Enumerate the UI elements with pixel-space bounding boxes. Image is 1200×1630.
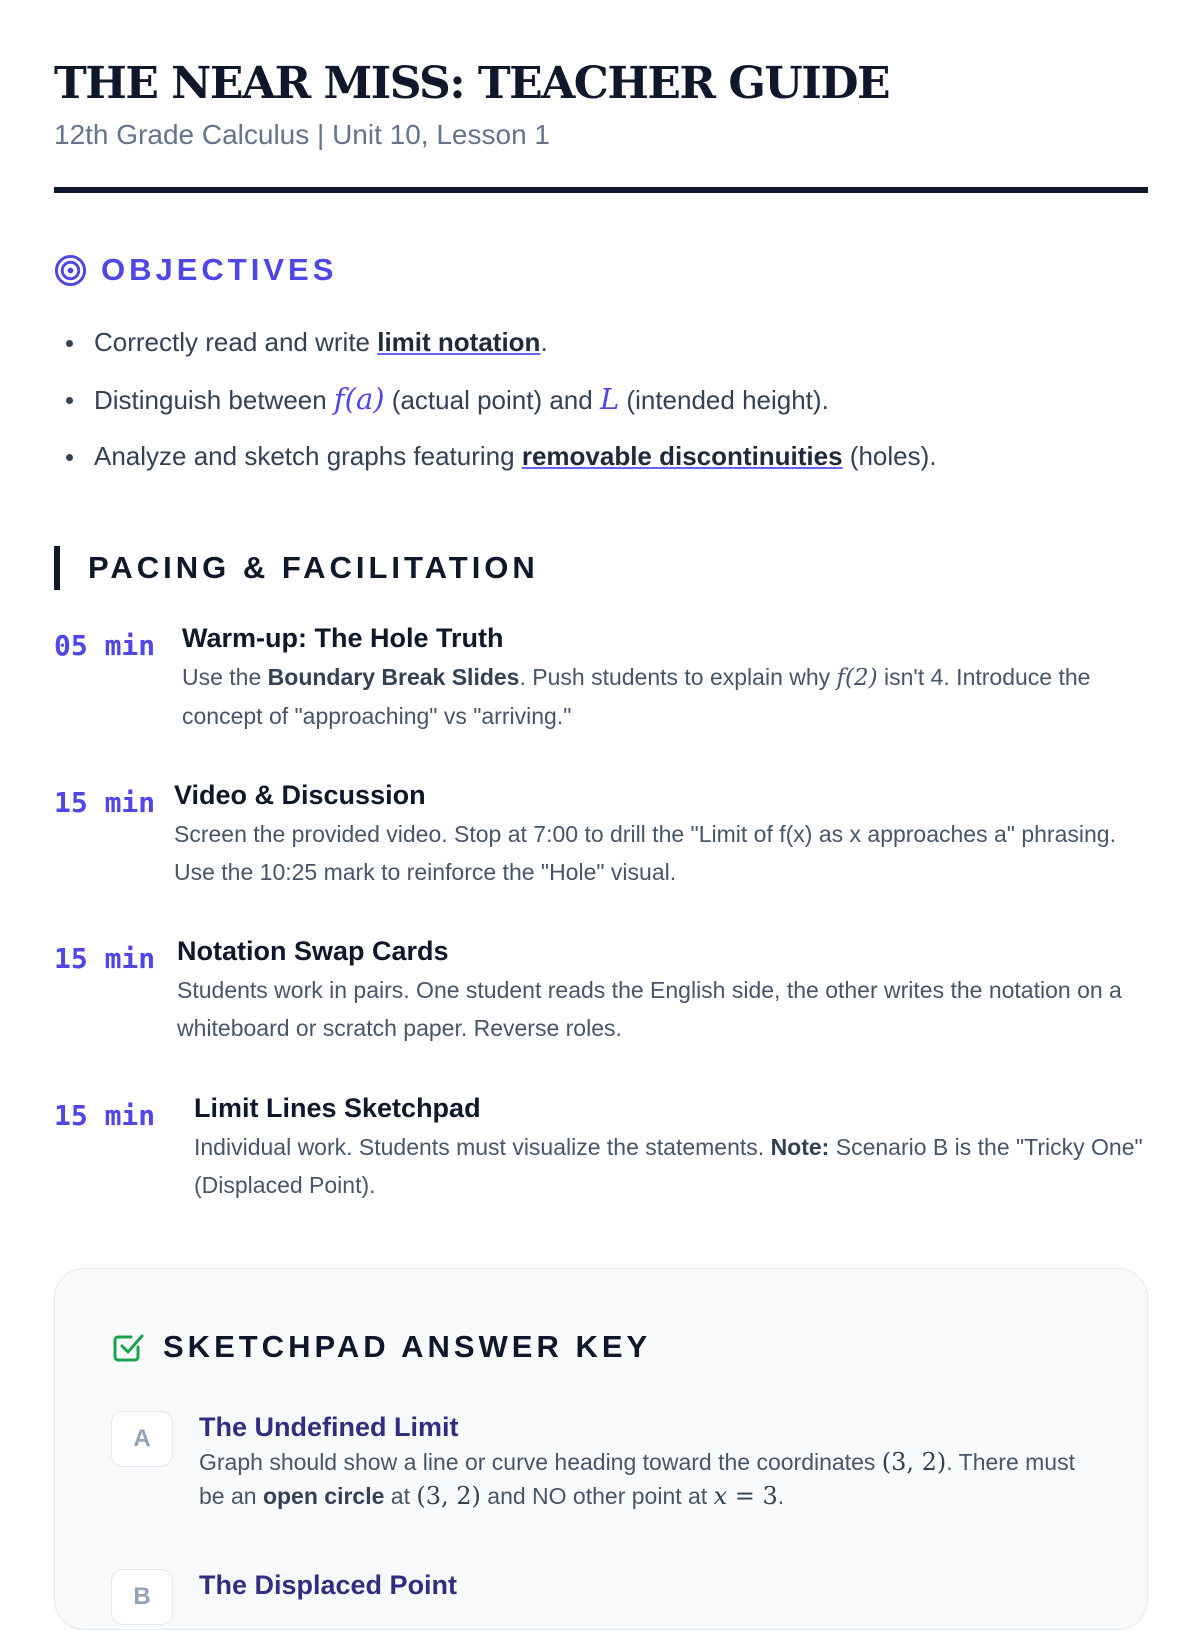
pacing-title: Notation Swap Cards	[177, 936, 449, 966]
pacing-desc: Use the Boundary Break Slides. Push students to explain why f(2) isn't 4. Introduce the concept of "approaching" vs "arriving."	[182, 664, 1091, 729]
scenario-badge: A	[111, 1411, 173, 1467]
objective-item: Correctly read and write limit notation.	[54, 320, 937, 377]
pacing-desc: Screen the provided video. Stop at 7:00 to drill the "Limit of f(x) as x approaches a" phrasing. Use the 10:25 mark to reinforce the "Hole" visual.	[174, 821, 1116, 885]
pacing-body	[194, 1092, 1148, 1204]
objectives-list	[54, 320, 937, 491]
objective-item: Analyze and sketch graphs featuring removable discontinuities (holes).	[54, 434, 937, 491]
objectives-label: OBJECTIVES	[101, 252, 338, 287]
pacing-title: Video & Discussion	[174, 780, 426, 810]
answer-key-body	[199, 1569, 1099, 1601]
objective-item: Distinguish between f(a) (actual point) and L (intended height).	[54, 377, 937, 434]
pacing-time: 15 min	[54, 786, 156, 819]
answer-key-desc: Graph should show a line or curve heading toward the coordinates (3, 2). There must be an open circle at (3, 2) and NO other point at x = 3.	[199, 1448, 1075, 1510]
pacing-time: 15 min	[54, 1099, 156, 1132]
answer-key-title: The Displaced Point	[199, 1570, 458, 1600]
pacing-desc: Students work in pairs. One student reads the English side, the other writes the notation on a whiteboard or scratch paper. Reverse roles.	[177, 977, 1122, 1041]
answer-key-body	[199, 1411, 1099, 1513]
page-subtitle: 12th Grade Calculus | Unit 10, Lesson 1	[54, 119, 551, 150]
pacing-title: Warm-up: The Hole Truth	[182, 623, 504, 653]
checkbox-check-icon	[111, 1330, 145, 1364]
pacing-desc: Individual work. Students must visualize the statements. Note: Scenario B is the "Tricky One" (Displaced Point).	[194, 1134, 1143, 1198]
term-limit-notation: limit notation	[377, 327, 541, 357]
page-title: THE NEAR MISS: TEACHER GUIDE	[54, 58, 890, 109]
scenario-badge: B	[111, 1569, 173, 1625]
answer-key-title: The Undefined Limit	[199, 1412, 459, 1442]
pacing-body	[174, 779, 1148, 891]
answer-key-label: SKETCHPAD ANSWER KEY	[163, 1329, 652, 1364]
pacing-title: Limit Lines Sketchpad	[194, 1093, 481, 1123]
pacing-time: 05 min	[54, 629, 156, 662]
pacing-body	[177, 935, 1148, 1047]
pacing-heading: PACING & FACILITATION	[54, 546, 539, 590]
target-icon	[54, 254, 87, 287]
answer-key-card	[54, 1268, 1148, 1630]
answer-key-heading	[111, 1329, 651, 1365]
math-L: L	[599, 382, 620, 416]
objectives-heading	[54, 252, 337, 288]
term-removable-discontinuities: removable discontinuities	[521, 441, 843, 471]
pacing-time: 15 min	[54, 942, 156, 975]
title-divider	[54, 187, 1148, 193]
math-f-of-a: f(a)	[333, 382, 385, 416]
pacing-body	[182, 622, 1148, 735]
